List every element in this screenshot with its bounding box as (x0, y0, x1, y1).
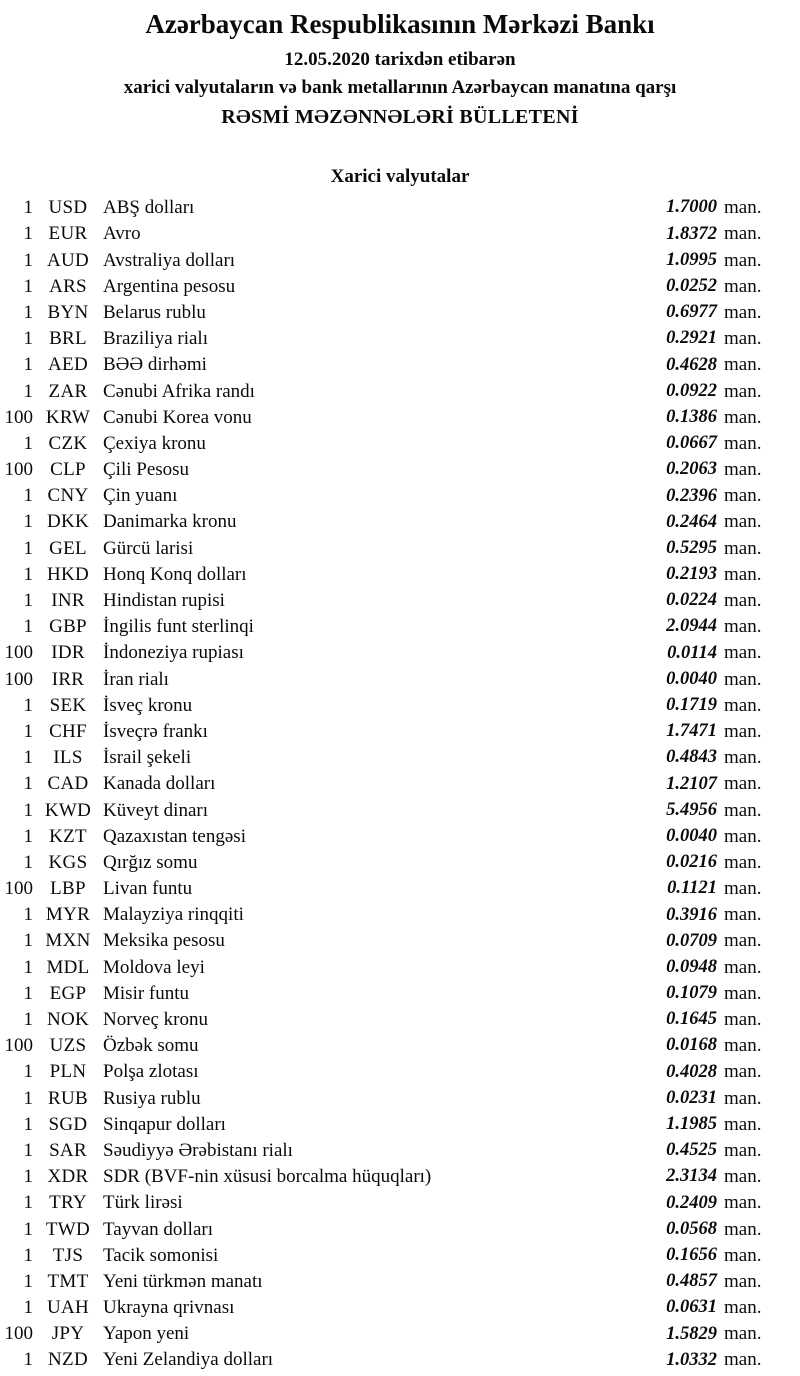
currency-unit: man. (724, 668, 762, 690)
currency-row (0, 561, 800, 587)
currency-unit: man. (724, 537, 762, 559)
currency-rate: 0.2921 (666, 328, 717, 349)
currency-row (0, 273, 800, 299)
currency-quantity: 1 (23, 694, 33, 716)
currency-quantity: 1 (23, 851, 33, 873)
currency-code: ARS (49, 275, 87, 297)
currency-unit: man. (724, 197, 762, 219)
currency-name: Yapon yeni (103, 1323, 190, 1345)
currency-unit: man. (724, 301, 762, 323)
currency-name: İran rialı (103, 668, 169, 690)
currency-quantity: 1 (23, 904, 33, 926)
currency-row (0, 954, 800, 980)
currency-row (0, 1059, 800, 1085)
currency-unit: man. (724, 930, 762, 952)
currency-quantity: 1 (23, 1270, 33, 1292)
currency-quantity: 1 (23, 511, 33, 533)
currency-code: GEL (49, 537, 87, 559)
currency-code: CHF (49, 720, 87, 742)
currency-name: Misir funtu (103, 982, 190, 1004)
currency-name: Danimarka kronu (103, 511, 237, 533)
currency-row (0, 247, 800, 273)
currency-quantity: 1 (23, 249, 33, 271)
currency-unit: man. (724, 432, 762, 454)
currency-row (0, 1137, 800, 1163)
currency-code: JPY (51, 1323, 85, 1345)
currency-quantity: 1 (23, 1244, 33, 1266)
currency-rate: 1.1985 (666, 1114, 717, 1135)
currency-name: Avro (103, 223, 141, 245)
currency-code: EGP (49, 982, 87, 1004)
currency-code: TRY (49, 1192, 87, 1214)
currency-quantity: 1 (23, 982, 33, 1004)
currency-row (0, 1321, 800, 1347)
currency-quantity: 100 (4, 668, 33, 690)
currency-row (0, 640, 800, 666)
currency-rate: 0.4525 (666, 1140, 717, 1161)
currency-rate: 0.0114 (667, 642, 717, 663)
currency-row (0, 797, 800, 823)
currency-name: Səudiyyə Ərəbistanı rialı (103, 1139, 293, 1161)
section-title-foreign-currencies: Xarici valyutalar (330, 165, 470, 187)
currency-quantity: 100 (4, 1323, 33, 1345)
currency-rate: 1.2107 (666, 773, 717, 794)
currency-name: İngilis funt sterlinqi (103, 616, 254, 638)
currency-row (0, 221, 800, 247)
currency-unit: man. (724, 694, 762, 716)
currency-quantity: 1 (23, 1349, 33, 1371)
effective-date-line: 12.05.2020 tarixdən etibarən (284, 49, 516, 71)
currency-unit: man. (724, 1035, 762, 1057)
currency-quantity: 1 (23, 563, 33, 585)
currency-rate: 2.3134 (666, 1166, 717, 1187)
currency-unit: man. (724, 1113, 762, 1135)
currency-row (0, 430, 800, 456)
currency-quantity: 1 (23, 1061, 33, 1083)
currency-code: HKD (46, 563, 90, 585)
currency-rate: 1.7471 (666, 721, 717, 742)
currency-code: IRR (51, 668, 85, 690)
currency-quantity: 1 (23, 1192, 33, 1214)
currency-row (0, 902, 800, 928)
currency-row (0, 1111, 800, 1137)
currency-rate: 1.8372 (666, 223, 717, 244)
currency-quantity: 100 (4, 642, 33, 664)
currency-code: EUR (48, 223, 88, 245)
currency-rate: 0.1079 (666, 983, 717, 1004)
currency-rate: 2.0944 (666, 616, 717, 637)
currency-unit: man. (724, 511, 762, 533)
currency-code: XDR (47, 1166, 89, 1188)
currency-row (0, 404, 800, 430)
currency-name: Yeni türkmən manatı (103, 1270, 263, 1292)
currency-rate: 0.0216 (666, 852, 717, 873)
currency-rate: 0.4843 (666, 747, 717, 768)
currency-rate: 0.1656 (666, 1244, 717, 1265)
currency-rate: 0.4628 (666, 354, 717, 375)
currency-quantity: 100 (4, 1035, 33, 1057)
currency-rate: 0.1719 (666, 695, 717, 716)
currency-code: PLN (49, 1061, 87, 1083)
currency-code: TJS (52, 1244, 84, 1266)
currency-rate: 0.2396 (666, 485, 717, 506)
currency-code: NZD (48, 1349, 88, 1371)
currency-quantity: 1 (23, 590, 33, 612)
subtitle-line: xarici valyutaların və bank metallarının Azərbaycan manatına qarşı (123, 76, 677, 98)
currency-unit: man. (724, 956, 762, 978)
currency-code: INR (51, 590, 85, 612)
currency-row (0, 1006, 800, 1032)
currency-code: UAH (46, 1297, 90, 1319)
currency-code: CNY (47, 485, 89, 507)
currency-unit: man. (724, 1323, 762, 1345)
currency-name: Ukrayna qrivnası (103, 1297, 235, 1319)
currency-rate: 0.2464 (666, 511, 717, 532)
currency-unit: man. (724, 1270, 762, 1292)
currency-quantity: 100 (4, 459, 33, 481)
currency-code: MXN (45, 930, 91, 952)
currency-row (0, 718, 800, 744)
currency-quantity: 1 (23, 1113, 33, 1135)
currency-name: İsveçrə frankı (103, 720, 208, 742)
currency-name: Honq Konq dolları (103, 563, 247, 585)
currency-unit: man. (724, 616, 762, 638)
currency-quantity: 1 (23, 1087, 33, 1109)
currency-quantity: 1 (23, 956, 33, 978)
currency-unit: man. (724, 1087, 762, 1109)
currency-code: TWD (45, 1218, 91, 1240)
currency-code: LBP (50, 878, 86, 900)
currency-row (0, 823, 800, 849)
currency-rate: 1.0995 (666, 249, 717, 270)
currency-name: Cənubi Korea vonu (103, 406, 252, 428)
currency-name: Türk lirəsi (103, 1192, 183, 1214)
currency-unit: man. (724, 275, 762, 297)
currency-name: Norveç kronu (103, 1009, 208, 1031)
currency-name: Hindistan rupisi (103, 590, 225, 612)
currency-name: Tacik somonisi (103, 1244, 219, 1266)
currency-code: SGD (48, 1113, 88, 1135)
currency-code: AUD (46, 249, 90, 271)
currency-code: MDL (46, 956, 90, 978)
currency-row (0, 1164, 800, 1190)
currency-name: Cənubi Afrika randı (103, 380, 255, 402)
currency-quantity: 1 (23, 223, 33, 245)
currency-name: Özbək somu (103, 1035, 199, 1057)
currency-quantity: 1 (23, 747, 33, 769)
currency-rate: 0.2193 (666, 564, 717, 585)
currency-rate: 0.0667 (666, 433, 717, 454)
currency-rate: 0.0040 (666, 668, 717, 689)
currency-code: CZK (48, 432, 88, 454)
currency-rate: 1.0332 (666, 1349, 717, 1370)
currency-quantity: 100 (4, 878, 33, 900)
currency-rate: 0.0231 (666, 1087, 717, 1108)
currency-code: GBP (49, 616, 87, 638)
currency-code: SEK (49, 694, 87, 716)
currency-name: BƏƏ dirhəmi (103, 354, 207, 376)
currency-row (0, 1033, 800, 1059)
currency-name: ABŞ dolları (103, 197, 195, 219)
currency-quantity: 1 (23, 825, 33, 847)
currency-code: BYN (47, 301, 89, 323)
currency-unit: man. (724, 825, 762, 847)
currency-row (0, 692, 800, 718)
currency-unit: man. (724, 485, 762, 507)
currency-name: Avstraliya dolları (103, 249, 236, 271)
currency-name: SDR (BVF-nin xüsusi borcalma hüquqları) (103, 1166, 432, 1188)
currency-quantity: 1 (23, 1166, 33, 1188)
currency-quantity: 1 (23, 432, 33, 454)
currency-rate: 0.1386 (666, 406, 717, 427)
currency-row (0, 1268, 800, 1294)
currency-rate: 0.4857 (666, 1271, 717, 1292)
currency-name: Moldova leyi (103, 956, 205, 978)
currency-quantity: 1 (23, 328, 33, 350)
currency-code: CAD (47, 773, 89, 795)
currency-unit: man. (724, 1166, 762, 1188)
currency-unit: man. (724, 1218, 762, 1240)
currency-rate: 0.0168 (666, 1035, 717, 1056)
currency-rate: 0.0252 (666, 276, 717, 297)
currency-quantity: 1 (23, 616, 33, 638)
currency-code: CLP (50, 459, 86, 481)
currency-rate: 0.0568 (666, 1218, 717, 1239)
currency-unit: man. (724, 1061, 762, 1083)
currency-rate: 0.6977 (666, 302, 717, 323)
currency-quantity: 1 (23, 773, 33, 795)
document-header (0, 0, 800, 129)
currency-row (0, 1295, 800, 1321)
currency-name: Çili Pesosu (103, 459, 190, 481)
currency-rate: 0.0948 (666, 956, 717, 977)
currency-quantity: 1 (23, 1297, 33, 1319)
currency-unit: man. (724, 1349, 762, 1371)
currency-rate: 0.3916 (666, 904, 717, 925)
currency-row (0, 928, 800, 954)
currency-row (0, 666, 800, 692)
currency-code: DKK (46, 511, 90, 533)
currency-unit: man. (724, 1297, 762, 1319)
currency-code: KGS (48, 851, 88, 873)
currency-unit: man. (724, 354, 762, 376)
currency-row (0, 849, 800, 875)
currency-quantity: 1 (23, 1218, 33, 1240)
currency-name: Rusiya rublu (103, 1087, 201, 1109)
currency-unit: man. (724, 1009, 762, 1031)
currency-quantity: 1 (23, 720, 33, 742)
currency-unit: man. (724, 459, 762, 481)
currency-unit: man. (724, 851, 762, 873)
currency-name: İsveç kronu (103, 694, 193, 716)
currency-name: Tayvan dolları (103, 1218, 213, 1240)
currency-quantity: 1 (23, 197, 33, 219)
currency-unit: man. (724, 720, 762, 742)
currency-name: Livan funtu (103, 878, 193, 900)
currency-unit: man. (724, 328, 762, 350)
currency-code: IDR (51, 642, 85, 664)
currency-code: NOK (46, 1009, 90, 1031)
currency-code: USD (48, 197, 88, 219)
currency-row (0, 876, 800, 902)
currency-unit: man. (724, 249, 762, 271)
currency-row (0, 745, 800, 771)
currency-name: Qırğız somu (103, 851, 198, 873)
currency-row (0, 614, 800, 640)
currency-code: KZT (49, 825, 87, 847)
bank-name-title: Azərbaycan Respublikasının Mərkəzi Bankı (145, 9, 655, 39)
currency-quantity: 1 (23, 354, 33, 376)
currency-code: ZAR (48, 380, 88, 402)
currency-code: BRL (49, 328, 87, 350)
currency-rate: 0.2409 (666, 1192, 717, 1213)
currency-rate: 0.1121 (667, 878, 717, 899)
currency-name: Küveyt dinarı (103, 799, 209, 821)
currency-code: KRW (45, 406, 91, 428)
currency-name: Qazaxıstan tengəsi (103, 825, 246, 847)
currency-rate: 0.0709 (666, 930, 717, 951)
currency-name: Çexiya kronu (103, 432, 206, 454)
currency-name: Sinqapur dolları (103, 1113, 226, 1135)
currency-name: Polşa zlotası (103, 1061, 199, 1083)
currency-name: İsrail şekeli (103, 747, 192, 769)
currency-row (0, 299, 800, 325)
currency-code: SAR (49, 1139, 87, 1161)
currency-row (0, 1216, 800, 1242)
currency-code: KWD (44, 799, 92, 821)
currency-name: İndoneziya rupiası (103, 642, 244, 664)
currency-rate: 1.7000 (666, 197, 717, 218)
currency-code: AED (48, 354, 88, 376)
currency-name: Braziliya rialı (103, 328, 208, 350)
currency-row (0, 195, 800, 221)
currency-name: Meksika pesosu (103, 930, 225, 952)
currency-code: UZS (49, 1035, 87, 1057)
currency-name: Argentina pesosu (103, 275, 236, 297)
currency-rate: 0.1645 (666, 1009, 717, 1030)
currency-rate: 0.0224 (666, 590, 717, 611)
currency-name: Gürcü larisi (103, 537, 194, 559)
currency-row (0, 1242, 800, 1268)
currency-unit: man. (724, 982, 762, 1004)
currency-unit: man. (724, 904, 762, 926)
currency-quantity: 1 (23, 485, 33, 507)
currency-row (0, 457, 800, 483)
currency-row (0, 1347, 800, 1373)
currency-row (0, 980, 800, 1006)
currency-rate-table (0, 195, 800, 1373)
currency-name: Malayziya rinqqiti (103, 904, 244, 926)
currency-quantity: 1 (23, 799, 33, 821)
currency-unit: man. (724, 1244, 762, 1266)
currency-code: TMT (47, 1270, 89, 1292)
currency-name: Kanada dolları (103, 773, 216, 795)
currency-row (0, 535, 800, 561)
currency-rate: 0.0040 (666, 825, 717, 846)
currency-unit: man. (724, 878, 762, 900)
currency-row (0, 483, 800, 509)
currency-row (0, 1085, 800, 1111)
currency-unit: man. (724, 799, 762, 821)
currency-row (0, 352, 800, 378)
currency-unit: man. (724, 1139, 762, 1161)
currency-unit: man. (724, 380, 762, 402)
currency-rate: 0.0631 (666, 1297, 717, 1318)
currency-row (0, 771, 800, 797)
currency-row (0, 509, 800, 535)
currency-rate: 0.0922 (666, 380, 717, 401)
currency-row (0, 326, 800, 352)
currency-unit: man. (724, 773, 762, 795)
currency-code: MYR (45, 904, 91, 926)
currency-code: RUB (48, 1087, 88, 1109)
currency-quantity: 1 (23, 1009, 33, 1031)
currency-unit: man. (724, 223, 762, 245)
currency-rate: 0.2063 (666, 459, 717, 480)
currency-rate: 5.4956 (666, 799, 717, 820)
currency-quantity: 1 (23, 380, 33, 402)
currency-name: Çin yuanı (103, 485, 178, 507)
currency-unit: man. (724, 406, 762, 428)
currency-unit: man. (724, 1192, 762, 1214)
currency-unit: man. (724, 747, 762, 769)
currency-quantity: 1 (23, 1139, 33, 1161)
currency-row (0, 1190, 800, 1216)
currency-row (0, 587, 800, 613)
currency-quantity: 1 (23, 537, 33, 559)
currency-rate: 0.4028 (666, 1061, 717, 1082)
currency-code: ILS (53, 747, 83, 769)
currency-quantity: 1 (23, 275, 33, 297)
bulletin-title: RƏSMİ MƏZƏNNƏLƏRİ BÜLLETENİ (221, 105, 579, 128)
currency-quantity: 1 (23, 930, 33, 952)
currency-unit: man. (724, 563, 762, 585)
currency-quantity: 100 (4, 406, 33, 428)
currency-name: Belarus rublu (103, 301, 206, 323)
currency-unit: man. (724, 590, 762, 612)
currency-name: Yeni Zelandiya dolları (103, 1349, 274, 1371)
currency-rate: 1.5829 (666, 1323, 717, 1344)
currency-quantity: 1 (23, 301, 33, 323)
currency-unit: man. (724, 642, 762, 664)
currency-rate: 0.5295 (666, 537, 717, 558)
currency-row (0, 378, 800, 404)
